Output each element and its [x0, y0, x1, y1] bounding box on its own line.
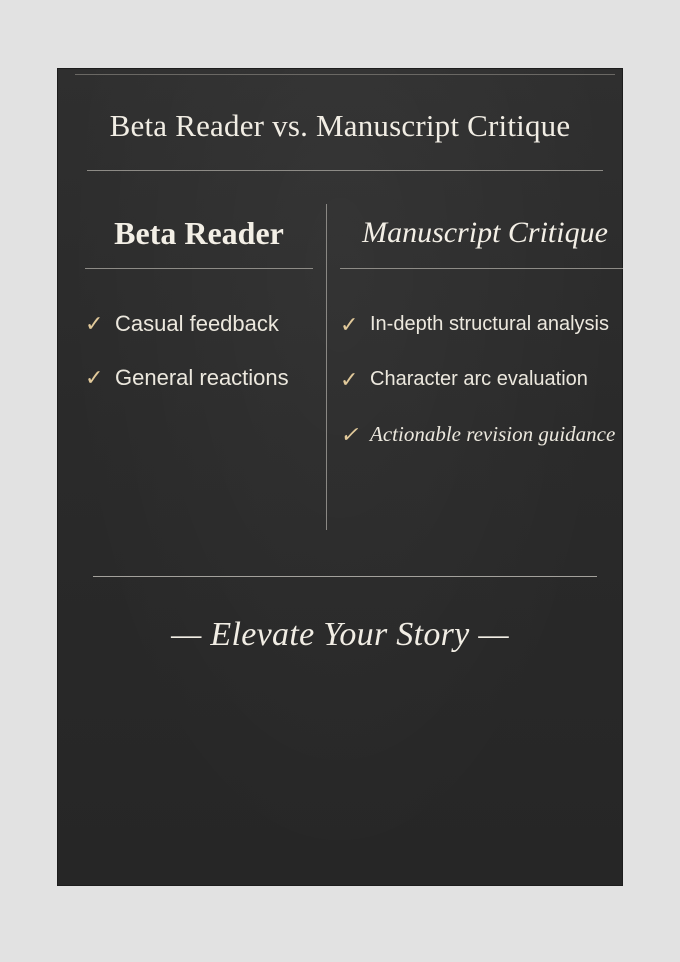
- top-divider: [75, 74, 615, 75]
- column-heading-divider: [340, 268, 623, 269]
- list-item: [340, 407, 623, 462]
- list-item-text: Character arc evaluation: [370, 368, 588, 390]
- title-divider: [87, 170, 603, 171]
- list-item: [85, 351, 313, 405]
- check-icon: ✓: [85, 311, 104, 336]
- tagline: — Elevate Your Story —: [171, 616, 509, 653]
- list-item: [340, 352, 623, 407]
- check-icon: ✓: [340, 421, 359, 447]
- page-title: Beta Reader vs. Manuscript Critique: [109, 108, 571, 143]
- list-item-text: Actionable revision guidance: [370, 422, 616, 446]
- manuscript-critique-column: [340, 208, 623, 462]
- list-item: [340, 297, 623, 352]
- column-heading-divider: [85, 268, 313, 269]
- column-divider: [326, 204, 327, 530]
- column-heading-manuscript-critique: Manuscript Critique: [362, 216, 608, 249]
- beta-reader-list: [85, 297, 313, 405]
- list-item: [85, 297, 313, 351]
- check-icon: ✓: [340, 311, 359, 337]
- manuscript-critique-list: [340, 297, 623, 462]
- check-icon: ✓: [340, 366, 359, 392]
- list-item-text: General reactions: [115, 365, 289, 390]
- chalkboard-card: [57, 68, 623, 886]
- list-item-text: In-depth structural analysis: [370, 313, 610, 335]
- list-item-text: Casual feedback: [115, 311, 279, 336]
- beta-reader-column: [85, 208, 313, 405]
- check-icon: ✓: [85, 365, 104, 390]
- column-heading-beta-reader: Beta Reader: [114, 215, 284, 251]
- footer-divider: [93, 576, 597, 577]
